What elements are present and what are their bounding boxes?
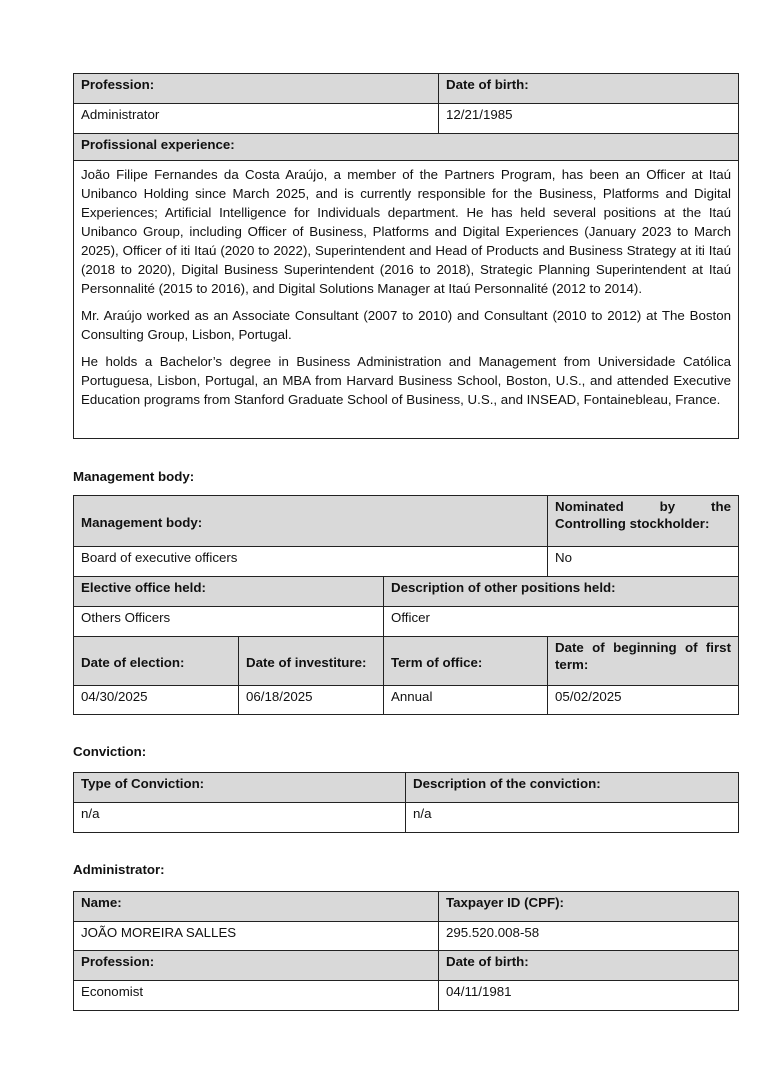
administrator-table [73,891,739,1011]
conviction-type-label: Type of Conviction: [74,773,406,803]
experience-paragraph: Mr. Araújo worked as an Associate Consultant (2007 to 2010) and Consultant (2010 to 2012) at The Boston Consulting Group, Lisbon, Portugal. [81,308,731,342]
name-value: JOÃO MOREIRA SALLES [74,922,439,951]
investiture-label: Date of investiture: [239,637,384,686]
person-info-table [73,73,739,439]
nominated-value: No [548,547,739,577]
other-positions-value: Officer [384,607,739,637]
admin-dob-label: Date of birth: [439,951,739,981]
term-label: Term of office: [384,637,548,686]
cpf-value: 295.520.008-58 [439,922,739,951]
conviction-table [73,772,739,833]
name-label: Name: [74,892,439,922]
dob-value: 12/21/1985 [439,104,739,134]
admin-profession-value: Economist [74,981,439,1011]
experience-paragraph: João Filipe Fernandes da Costa Araújo, a member of the Partners Program, has been an Officer at Itaú Unibanco Holding since March 2025, and is currently responsible for the Business, Platforms and Digital Experiences; Artificial Intelligence for Individuals department. He has held several positions at the Itaú Unibanco Group, including Officer of Business, Platforms and Digital Experiences (January 2023 to March 2025), Officer of iti Itaú (2020 to 2022), Superintendent and Head of Products and Business Strategy at iti Itaú (2018 to 2020), Digital Business Superintendent (2016 to 2018), Strategic Planning Superintendent at Itaú Personnalité (2015 to 2016), and Digital Solutions Manager at Itaú Personnalité (2012 to 2014). [81,167,731,296]
election-value: 04/30/2025 [74,686,239,715]
management-table [73,495,739,715]
first-term-value: 05/02/2025 [548,686,739,715]
other-positions-label: Description of other positions held: [384,577,739,607]
first-term-label: Date of beginning of first term: [548,637,739,686]
management-body-value: Board of executive officers [74,547,548,577]
admin-dob-value: 04/11/1981 [439,981,739,1011]
admin-profession-label: Profession: [74,951,439,981]
elective-value: Others Officers [74,607,384,637]
conviction-heading: Conviction: [73,744,147,759]
management-body-label: Management body: [74,496,548,547]
conviction-type-value: n/a [74,803,406,833]
cpf-label: Taxpayer ID (CPF): [439,892,739,922]
term-value: Annual [384,686,548,715]
profession-label: Profession: [74,74,439,104]
elective-label: Elective office held: [74,577,384,607]
conviction-desc-label: Description of the conviction: [406,773,739,803]
investiture-value: 06/18/2025 [239,686,384,715]
administrator-heading: Administrator: [73,862,165,877]
dob-label: Date of birth: [439,74,739,104]
election-label: Date of election: [74,637,239,686]
experience-paragraph: He holds a Bachelor’s degree in Business Administration and Management from Universidade Católica Portuguesa, Lisbon, Portugal, an MBA from Harvard Business School, Boston, U.S., and attended Executive Education programs from Stanford Graduate School of Business, U.S., and INSEAD, Fontainebleau, France. [81,354,731,407]
profession-value: Administrator [74,104,439,134]
experience-label: Profissional experience: [74,134,739,161]
conviction-desc-value: n/a [406,803,739,833]
experience-text [74,161,739,439]
management-heading: Management body: [73,469,195,484]
nominated-label: Nominated by the Controlling stockholder: [548,496,739,547]
